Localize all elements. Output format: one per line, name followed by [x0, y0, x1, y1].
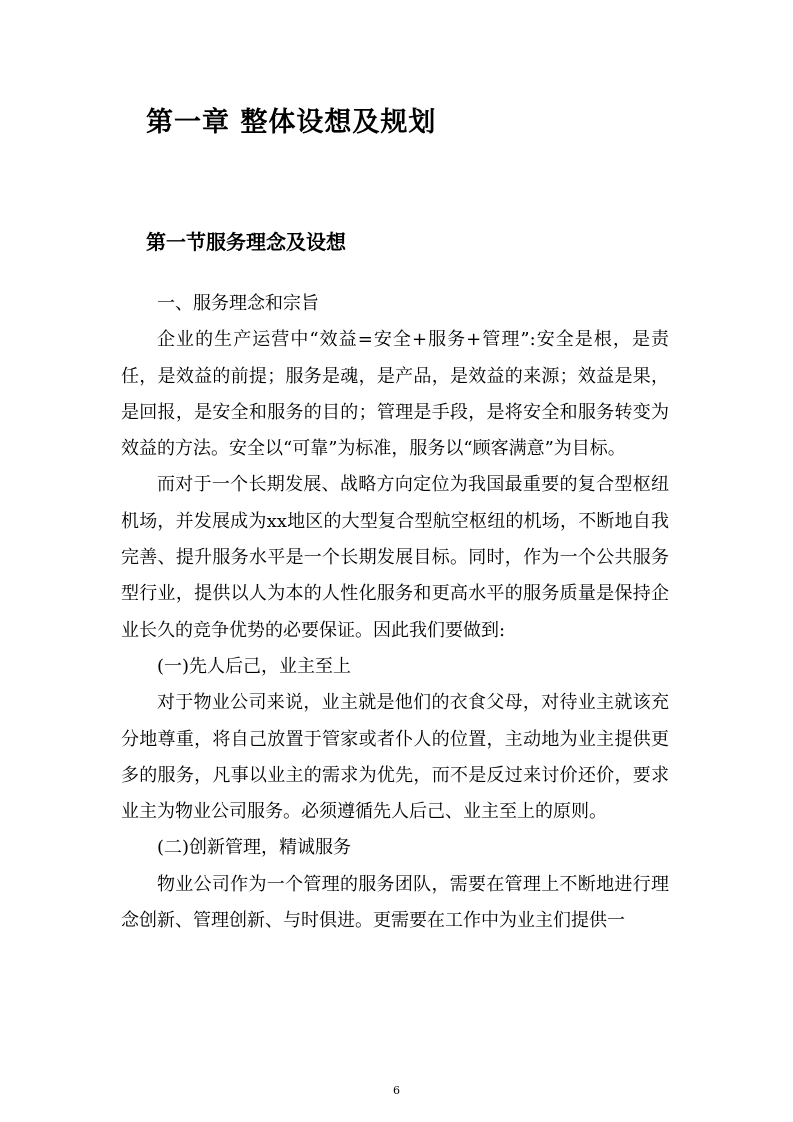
subheading-innovative-management: (二)创新管理，精诚服务 [157, 837, 352, 859]
body-text [121, 286, 669, 939]
page-number: 6 [393, 1084, 400, 1097]
paragraph: 而对于一个长期发展、战略方向定位为我国最重要的复合型枢纽机场，并发展成为xx地区的大型复合型航空枢纽的机场，不断地自我完善、提升服务水平是一个长期发展目标。同时，作为一个公共服务型行业，提供以人为本的人性化服务和更高水平的服务质量是保持企业长久的竞争优势的必要保证。因此我们要做到: [121, 474, 669, 641]
paragraph: 物业公司作为一个管理的服务团队，需要在管理上不断地进行理念创新、管理创新、与时俱进。更需要在工作中为业主们提供一 [121, 873, 669, 932]
section-title: 第一节服务理念及设想 [146, 230, 346, 254]
chapter-title: 第一章 整体设想及规划 [146, 107, 437, 138]
paragraph: 对于物业公司来说，业主就是他们的衣食父母，对待业主就该充分地尊重，将自己放置于管家或者仆人的位置，主动地为业主提供更多的服务，凡事以业主的需求为优先，而不是反过来讨价还价，要求业主为物业公司服务。必须遵循先人后己、业主至上的原则。 [121, 692, 669, 823]
subheading-owner-first: (一)先人后己，业主至上 [157, 655, 352, 677]
paragraph: 企业的生产运营中“效益=安全+服务+管理”:安全是根，是责任，是效益的前提；服务是魂，是产品，是效益的来源；效益是果，是回报，是安全和服务的目的；管理是手段，是将安全和服务转变为效益的方法。安全以“可靠”为标准，服务以“顾客满意”为目标。 [121, 329, 669, 460]
subheading-service-philosophy: 一、服务理念和宗旨 [157, 293, 319, 314]
